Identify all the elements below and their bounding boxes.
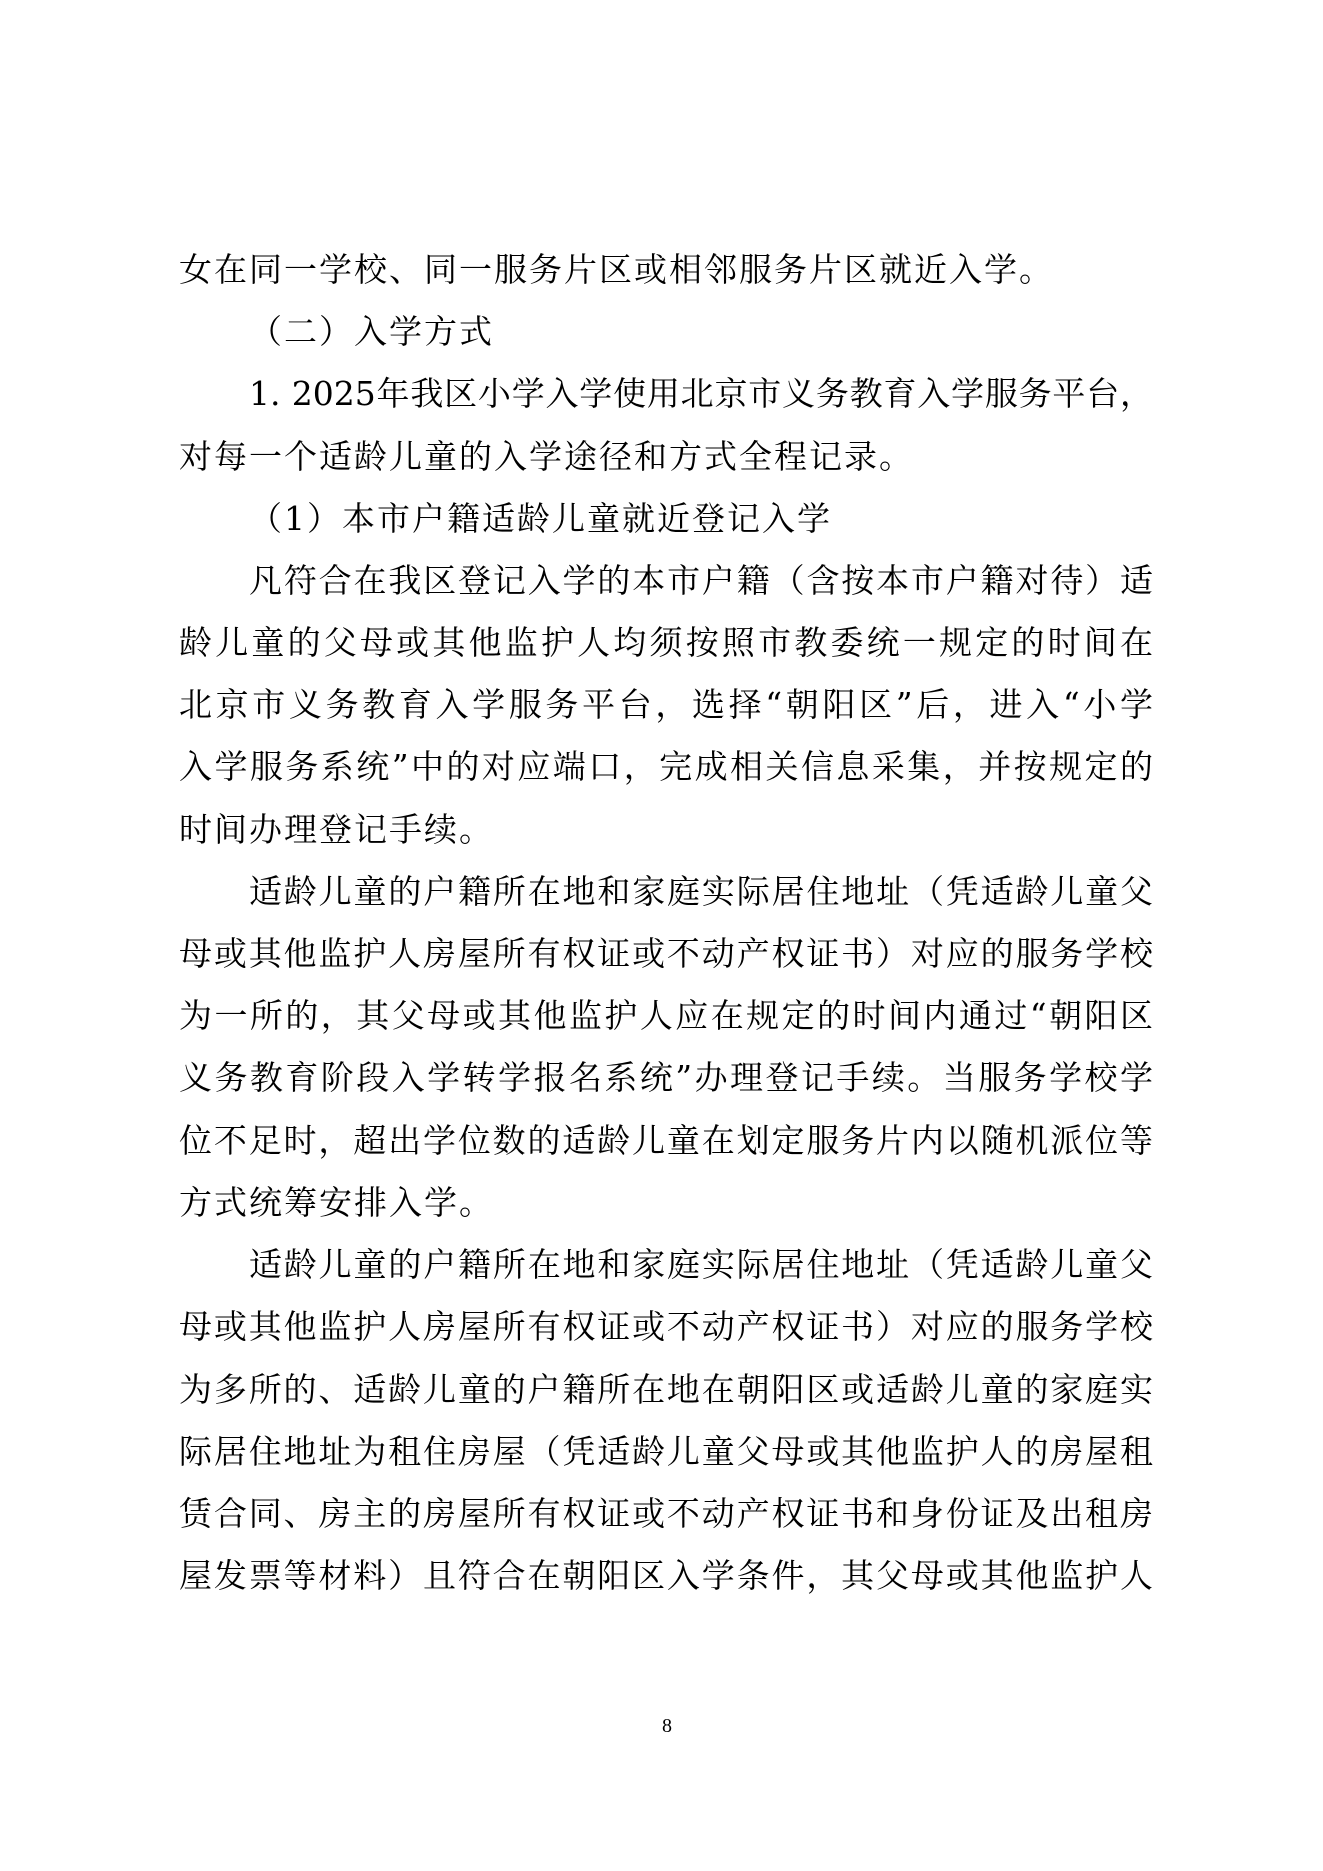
text-line: 位不足时，超出学位数的适龄儿童在划定服务片内以随机派位等: [179, 1121, 1153, 1160]
text-line: 方式统筹安排入学。: [179, 1183, 494, 1222]
subsection-heading: （1）本市户籍适龄儿童就近登记入学: [249, 499, 832, 538]
text-line: 适龄儿童的户籍所在地和家庭实际居住地址（凭适龄儿童父: [249, 872, 1153, 911]
text-line: 适龄儿童的户籍所在地和家庭实际居住地址（凭适龄儿童父: [249, 1245, 1153, 1284]
text-line: 凡符合在我区登记入学的本市户籍（含按本市户籍对待）适: [249, 561, 1153, 600]
text-line: 母或其他监护人房屋所有权证或不动产权证书）对应的服务学校: [179, 934, 1153, 973]
text-line: 母或其他监护人房屋所有权证或不动产权证书）对应的服务学校: [179, 1307, 1153, 1346]
text-line: 女在同一学校、同一服务片区或相邻服务片区就近入学。: [179, 250, 1054, 289]
text-line: 赁合同、房主的房屋所有权证或不动产权证书和身份证及出租房: [179, 1494, 1153, 1533]
section-heading: （二）入学方式: [249, 312, 494, 351]
text-line: 际居住地址为租住房屋（凭适龄儿童父母或其他监护人的房屋租: [179, 1432, 1153, 1471]
text-line: 时间办理登记手续。: [179, 810, 494, 849]
text-line: 为多所的、适龄儿童的户籍所在地在朝阳区或适龄儿童的家庭实: [179, 1370, 1153, 1409]
text-line: 1. 2025年我区小学入学使用北京市义务教育入学服务平台，: [249, 374, 1153, 413]
text-line: 为一所的，其父母或其他监护人应在规定的时间内通过“朝阳区: [179, 996, 1153, 1035]
text-line: 北京市义务教育入学服务平台，选择“朝阳区”后，进入“小学: [179, 685, 1153, 724]
text-line: 义务教育阶段入学转学报名系统”办理登记手续。当服务学校学: [179, 1058, 1153, 1097]
page-number: 8: [662, 1715, 672, 1737]
text-line: 入学服务系统”中的对应端口，完成相关信息采集，并按规定的: [179, 747, 1153, 786]
text-line: 龄儿童的父母或其他监护人均须按照市教委统一规定的时间在: [179, 623, 1153, 662]
text-line: 对每一个适龄儿童的入学途径和方式全程记录。: [179, 437, 914, 476]
text-line: 屋发票等材料）且符合在朝阳区入学条件，其父母或其他监护人: [179, 1556, 1153, 1595]
